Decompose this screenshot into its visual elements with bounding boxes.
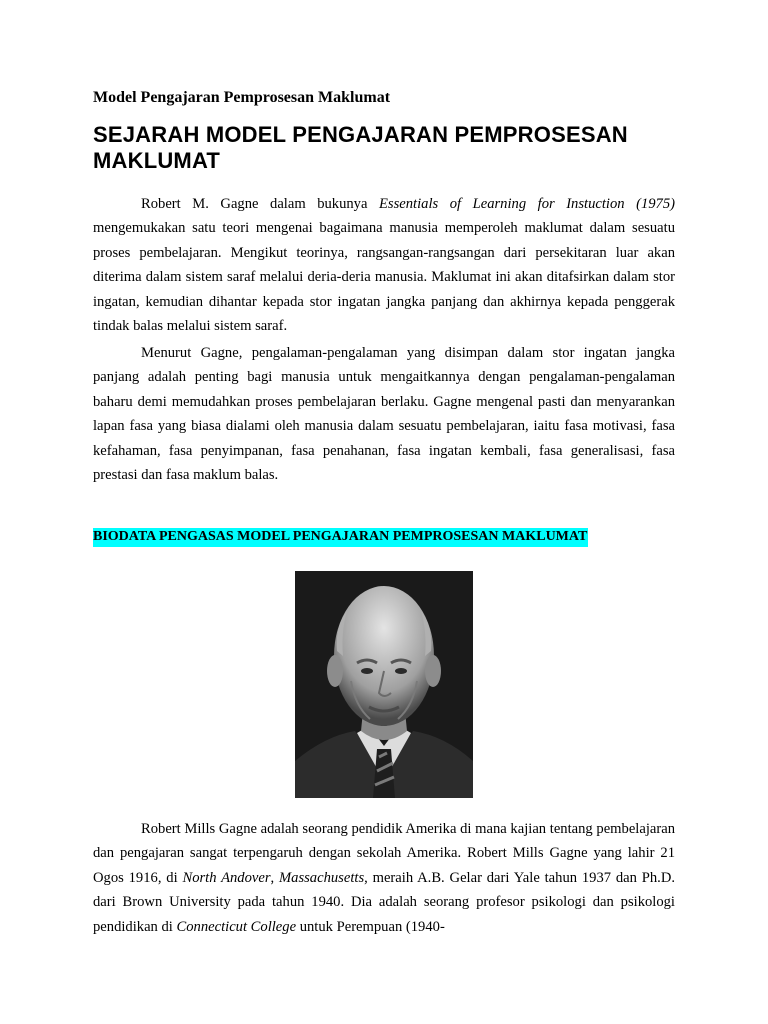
separator: ,: [270, 869, 279, 886]
paragraph-text: untuk Perempuan (1940-: [296, 918, 445, 935]
paragraph-text: , meraih A.B. Gelar dari Yale tahun 1937 dan Ph.D. dari Brown University pada tahun 1940. Dia adalah seorang profesor psikologi dan psikologi pendidikan di: [93, 869, 676, 935]
portrait-photo: [295, 571, 473, 798]
page-title: SEJARAH MODEL PENGAJARAN PEMPROSESAN MAKLUMAT: [93, 122, 628, 173]
paragraph-text: mengemukakan satu teori mengenai bagaimana manusia memperoleh maklumat dalam sesuatu proses pembelajaran. Mengikut teorinya, rangsangan-rangsangan dari persekitaran luar akan diterima dalam sistem saraf melalui deria-deria manusia. Maklumat ini akan ditafsirkan dalam stor ingatan, kemudian dihantar kepada stor ingatan jangka panjang dan akhirnya kepada penggerak tindak balas melalui sistem saraf.: [93, 220, 675, 335]
portrait-illustration: [295, 571, 473, 798]
paragraph-phases: Menurut Gagne, pengalaman-pengalaman yang disimpan dalam stor ingatan jangka panjang adalah penting bagi manusia untuk mengaitkannya dengan pengalaman-pengalaman baharu demi memudahkan proses pembelajaran berlaku. Gagne mengenal pasti dan menyarankan lapan fasa yang biasa dialami oleh manusia dalam sesuatu pembelajaran, iaitu fasa motivasi, fasa kefahaman, fasa penyimpanan, fasa penahanan, fasa ingatan kembali, fasa generalisasi, fasa prestasi dan fasa maklum balas.: [93, 345, 675, 484]
place-name: North Andover: [182, 869, 271, 886]
book-title: Essentials of Learning for Instuction (1975): [379, 196, 676, 212]
college-name: Connecticut College: [176, 918, 297, 935]
document-header: Model Pengajaran Pemprosesan Maklumat: [93, 89, 391, 106]
paragraph-biodata: [93, 817, 675, 939]
place-name: Massachusetts: [279, 869, 365, 886]
paragraph-text: Robert Mills Gagne adalah seorang pendidik Amerika di mana kajian tentang pembelajaran dan pengajaran sangat terpengaruh dengan sekolah Amerika. Robert Mills Gagne yang lahir 21 Ogos 1916, di: [93, 821, 675, 886]
section-heading-biodata: BIODATA PENGASAS MODEL PENGAJARAN PEMPROSESAN MAKLUMAT: [93, 528, 588, 547]
paragraph-text: Robert M. Gagne dalam bukunya: [141, 196, 379, 212]
paragraph-history: [93, 192, 675, 338]
